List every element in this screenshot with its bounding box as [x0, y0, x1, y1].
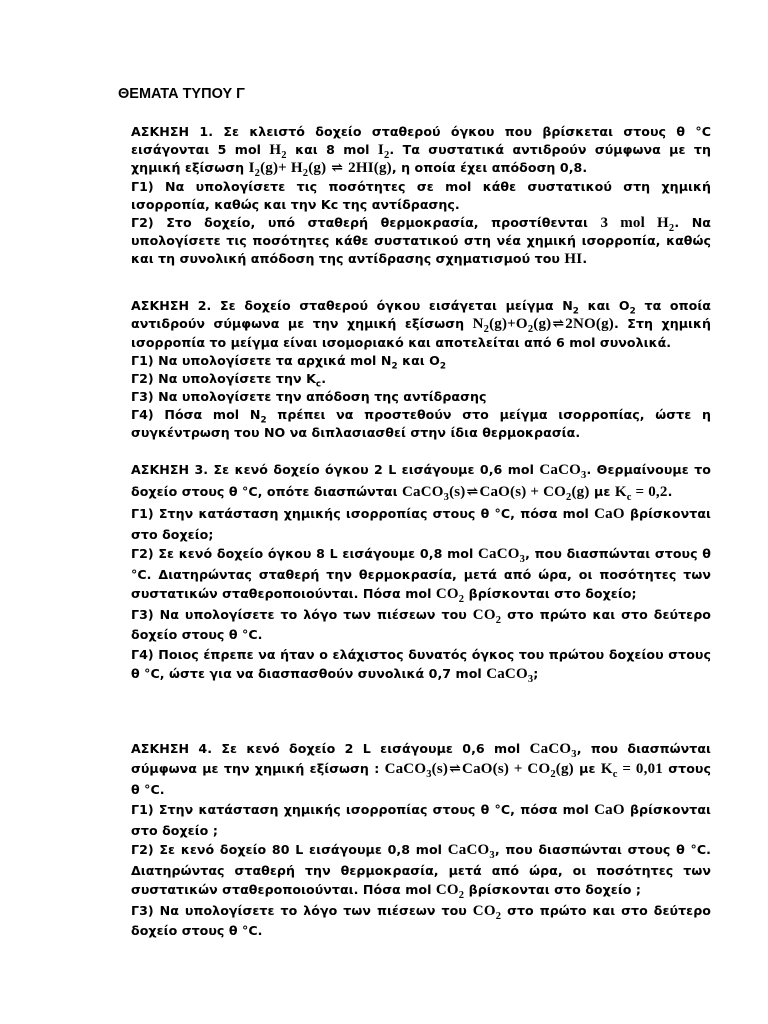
exercise-2-g4: Γ4) Πόσα mol $N_2$ πρέπει να προστεθούν στο μείγμα ισορροπίας, ώστε η συγκέντρωση του NO να διπλασιασθεί στην ίδια θερμοκρασία.: [131, 407, 711, 440]
equilibrium-arrow-icon: ⇌: [449, 762, 462, 777]
exercise-3-g3: Γ3) Να υπολογίσετε το λόγο των πιέσεων του $CO_2$ στο πρώτο και στο δεύτερο δοχείο στους θ °C.: [131, 606, 711, 642]
exercise-2-intro: ΑΣΚΗΣΗ 2. Σε δοχείο σταθερού όγκου εισάγεται μείγμα $N_2$ και $O_2$ τα οποία αντιδρούν σύμφωνα με την χημική εξίσωση $N_2(g)+O_2(g)\rightleftharpoons 2NO(g)$. Στη χημική ισορροπία το μείγμα είναι ισομοριακό και αποτελείται από 6 mol συνολικά.: [131, 298, 712, 350]
equation-3: CaCO$_3$(s)⇌CaO(s) + $CO_2(g)$: [401, 484, 590, 503]
exercise-4-g3: Γ3) Να υπολογίσετε το λόγο των πιέσεων του $CO_2$ στο πρώτο και στο δεύτερο δοχείο στους θ °C.: [131, 902, 711, 938]
page-title: ΘΕΜΑΤΑ ΤΥΠΟΥ Γ: [118, 86, 245, 102]
exercise-3-g4: Γ4) Ποιος έπρεπε να ήταν ο ελάχιστος δυνατός όγκος του πρώτου δοχείου στους θ °C, ώστε για να διασπασθούν συνολικά 0,7 mol CaCO$_3$;: [131, 646, 711, 685]
exercise-3-g2: Γ2) Σε κενό δοχείο όγκου 8 L εισάγουμε 0,8 mol CaCO$_3$, που διασπώνται στους θ °C. Διατηρώντας σταθερή την θερμοκρασία, μετά από ώρα, οι ποσότητες των συστατικών σταθεροποιούνται. Πόσα mol $CO_2$ βρίσκονται στο δοχείο;: [131, 546, 711, 605]
exercise-4-g2: Γ2) Σε κενό δοχείο 80 L εισάγουμε 0,8 mol CaCO$_3$, που διασπώνται στους θ °C. Διατηρώντας σταθερή την θερμοκρασία, μετά από ώρα, οι ποσότητες των συστατικών σταθεροποιούνται. Πόσα mol $CO_2$ βρίσκονται στο δοχείο ;: [131, 842, 711, 901]
equilibrium-arrow-icon: ⇌: [466, 485, 479, 500]
exercise-3: [131, 459, 711, 685]
equation-2: $N_2(g)+O_2(g)\rightleftharpoons 2NO(g)$: [472, 316, 614, 335]
exercise-3-intro: ΑΣΚΗΣΗ 3. Σε κενό δοχείο όγκου 2 L εισάγουμε 0,6 mol CaCO$_3$. Θερμαίνουμε το δοχείο στους θ °C, οπότε διασπώνται CaCO$_3$(s)⇌CaO(s) + $CO_2(g)$ με $K_c = 0,2$.: [131, 462, 711, 503]
equilibrium-arrow-icon: ⇌: [331, 161, 344, 176]
exercise-2-g1: Γ1) Να υπολογίσετε τα αρχικά mol $N_2$ και $O_2$: [131, 353, 447, 372]
exercise-2-g2: Γ2) Να υπολογίσετε την $K_c$.: [131, 371, 327, 390]
exercise-2: [131, 297, 711, 442]
exercise-1: [131, 123, 711, 268]
exercise-3-g1: Γ1) Στην κατάσταση χημικής ισορροπίας στους θ °C, πόσα mol CaO βρίσκονται στο δοχείο;: [131, 506, 711, 542]
exercise-1-intro: ΑΣΚΗΣΗ 1. Σε κλειστό δοχείο σταθερού όγκου που βρίσκεται στους θ °C εισάγονται 5 mol $H_2$ και 8 mol $I_2$. Τα συστατικά αντιδρούν σύμφωνα με τη χημική εξίσωση $I_2(g)+ H_2(g)$ ⇌ 2HI(g), η οποία έχει απόδοση 0,8.: [131, 124, 712, 179]
exercise-1-g2: Γ2) Στο δοχείο, υπό σταθερή θερμοκρασία, προστίθενται 3 mol $H_2$. Να υπολογίσετε τις ποσότητες κάθε συστατικού στη νέα χημική ισορροπία, καθώς και τη συνολική απόδοση της αντίδρασης σχηματισμού του HI.: [131, 215, 711, 267]
equilibrium-arrow-icon: ⇌: [552, 317, 565, 332]
exercise-4-intro: ΑΣΚΗΣΗ 4. Σε κενό δοχείο 2 L εισάγουμε 0,6 mol CaCO$_3$, που διασπώνται σύμφωνα με την χημική εξίσωση : CaCO$_3$(s)⇌CaO(s) + $CO_2(g)$ με $K_c = 0,01$ στους θ °C.: [131, 741, 711, 797]
exercise-4-g1: Γ1) Στην κατάσταση χημικής ισορροπίας στους θ °C, πόσα mol CaO βρίσκονται στο δοχείο ;: [131, 802, 711, 838]
exercise-2-g3: Γ3) Να υπολογίσετε την απόδοση της αντίδρασης: [131, 389, 487, 404]
exercise-1-g1: Γ1) Να υπολογίσετε τις ποσότητες σε mol κάθε συστατικού στη χημική ισορροπία, καθώς και την Kc της αντίδρασης.: [131, 179, 711, 212]
exercise-4: [131, 739, 711, 941]
equation-4: CaCO$_3$(s)⇌CaO(s) + $CO_2(g)$: [384, 761, 574, 780]
equation-1: $I_2(g)+ H_2(g)$ ⇌ 2HI(g): [248, 160, 392, 179]
